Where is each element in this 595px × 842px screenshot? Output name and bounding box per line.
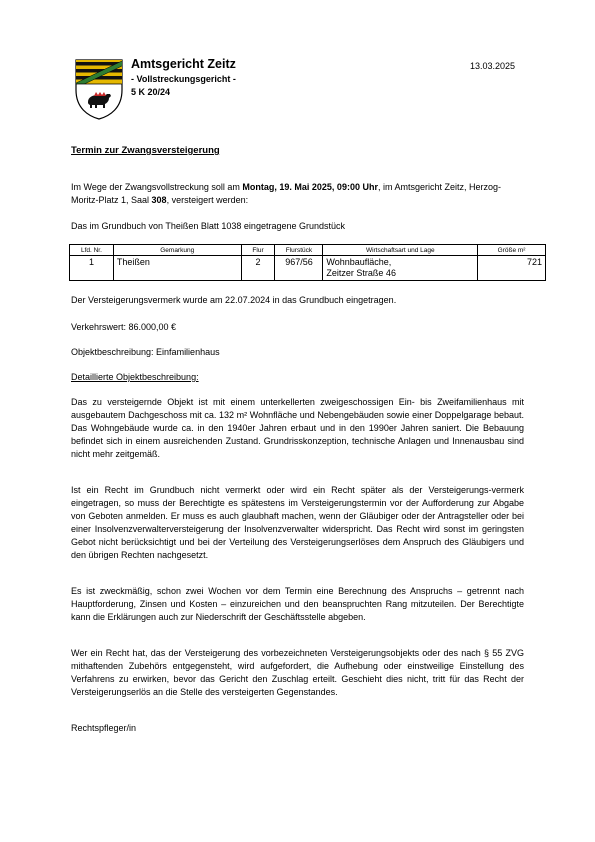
- cell-lage-line-2: Zeitzer Straße 46: [326, 268, 396, 278]
- col-header-flur: Flur: [241, 245, 275, 256]
- table-row: [70, 256, 546, 281]
- intro-text-2: , im Amtsgericht Zeitz, Herzog-Moritz-Platz 1, Saal: [71, 182, 501, 205]
- auction-datetime: Montag, 19. Mai 2025, 09:00 Uhr: [242, 182, 378, 192]
- cell-gemarkung: Theißen: [113, 256, 241, 281]
- grundbuch-line: Das im Grundbuch von Theißen Blatt 1038 eingetragene Grundstück: [71, 221, 345, 231]
- detail-paragraph: Das zu versteigernde Objekt ist mit einem unterkellerten zweigeschossigen Ein- bis Zweifamilienhaus mit ausgebautem Dachgeschoss mit ca. 132 m² Wohnfläche und Nebengebäuden sowie einer Doppelgarage bebaut. Das Wohngebäude wurde ca. in den 1940er Jahren erbaut und in den 1990er Jahren saniert. Die Bebauung befindet sich in einem ausreichenden Zustand. Grundrisskonzeption, technische Anlagen und Innenausbau sind nicht mehr zeitgemäß.: [71, 397, 524, 459]
- objektbeschreibung: Objektbeschreibung: Einfamilienhaus: [71, 347, 220, 357]
- court-crest-icon: [74, 58, 124, 120]
- case-number: 5 K 20/24: [131, 87, 171, 97]
- col-header-nr: Lfd. Nr.: [70, 245, 114, 256]
- document-date: 13.03.2025: [470, 61, 516, 71]
- cell-groesse: 721: [478, 256, 546, 281]
- table-header-row: [70, 245, 546, 256]
- versteigerungsvermerk: Der Versteigerungsvermerk wurde am 22.07.2024 in das Grundbuch eingetragen.: [71, 295, 397, 305]
- court-name: Amtsgericht Zeitz: [131, 57, 236, 71]
- col-header-flurstueck: Flurstück: [275, 245, 323, 256]
- recht-paragraph: Ist ein Recht im Grundbuch nicht vermerkt oder wird ein Recht später als der Versteigerungs-vermerk eingetragen, so muss der Berechtigte es spätestens im Versteigerungstermin vor der Aufforderung zur Abgabe von Geboten anmelden. Er muss es auch glaubhaft machen, wenn der Gläubiger oder der Antragsteller oder bei einer Insolvenzverwalterversteigerung der Insolvenzverwalter widerspricht. Das Recht wird sonst im geringsten Gebot nicht berücksichtigt und bei der Verteilung des Versteigerungserlöses dem Anspruch des Gläubigers und den übrigen Rechten nachgesetzt.: [71, 485, 524, 560]
- cell-lage-line-1: Wohnbaufläche,: [326, 257, 392, 267]
- aufhebung-paragraph: Wer ein Recht hat, das der Versteigerung des vorbezeichneten Versteigerungsobjekts oder des nach § 55 ZVG mithaftenden Zubehörs entgegensteht, wird aufgefordert, die Aufhebung oder einstweilige Einstellung des Verfahrens zu erwirken, bevor das Gericht den Zuschlag erteilt. Geschieht dies nicht, tritt für das Recht der Versteigerungserlös an die Stelle des versteigerten Gegenstandes.: [71, 648, 524, 697]
- intro-text-3: , versteigert werden:: [166, 195, 249, 205]
- property-table: [69, 244, 546, 281]
- cell-flurstueck: 967/56: [275, 256, 323, 281]
- auction-room: 308: [151, 195, 167, 205]
- detail-heading: Detaillierte Objektbeschreibung:: [71, 372, 199, 382]
- document-heading: Termin zur Zwangsversteigerung: [71, 145, 220, 156]
- cell-nr: 1: [70, 256, 114, 281]
- zweck-paragraph: Es ist zweckmäßig, schon zwei Wochen vor dem Termin eine Berechnung des Anspruchs – getrennt nach Hauptforderung, Zinsen und Kosten – einzureichen und den beanspruchten Rang mitzuteilen. Der Berechtigte kann die Erklärungen auch zur Niederschrift der Geschäftsstelle abgeben.: [71, 586, 524, 622]
- col-header-gemarkung: Gemarkung: [113, 245, 241, 256]
- col-header-groesse: Größe m²: [478, 245, 546, 256]
- cell-lage: [323, 256, 478, 281]
- signature-line: Rechtspfleger/in: [71, 723, 137, 733]
- cell-flur: 2: [241, 256, 275, 281]
- intro-paragraph: [71, 181, 524, 207]
- verkehrswert: Verkehrswert: 86.000,00 €: [71, 322, 177, 332]
- intro-text-1: Im Wege der Zwangsvollstreckung soll am: [71, 182, 243, 192]
- court-subtitle: - Vollstreckungsgericht -: [131, 74, 236, 84]
- col-header-lage: Wirtschaftsart und Lage: [323, 245, 478, 256]
